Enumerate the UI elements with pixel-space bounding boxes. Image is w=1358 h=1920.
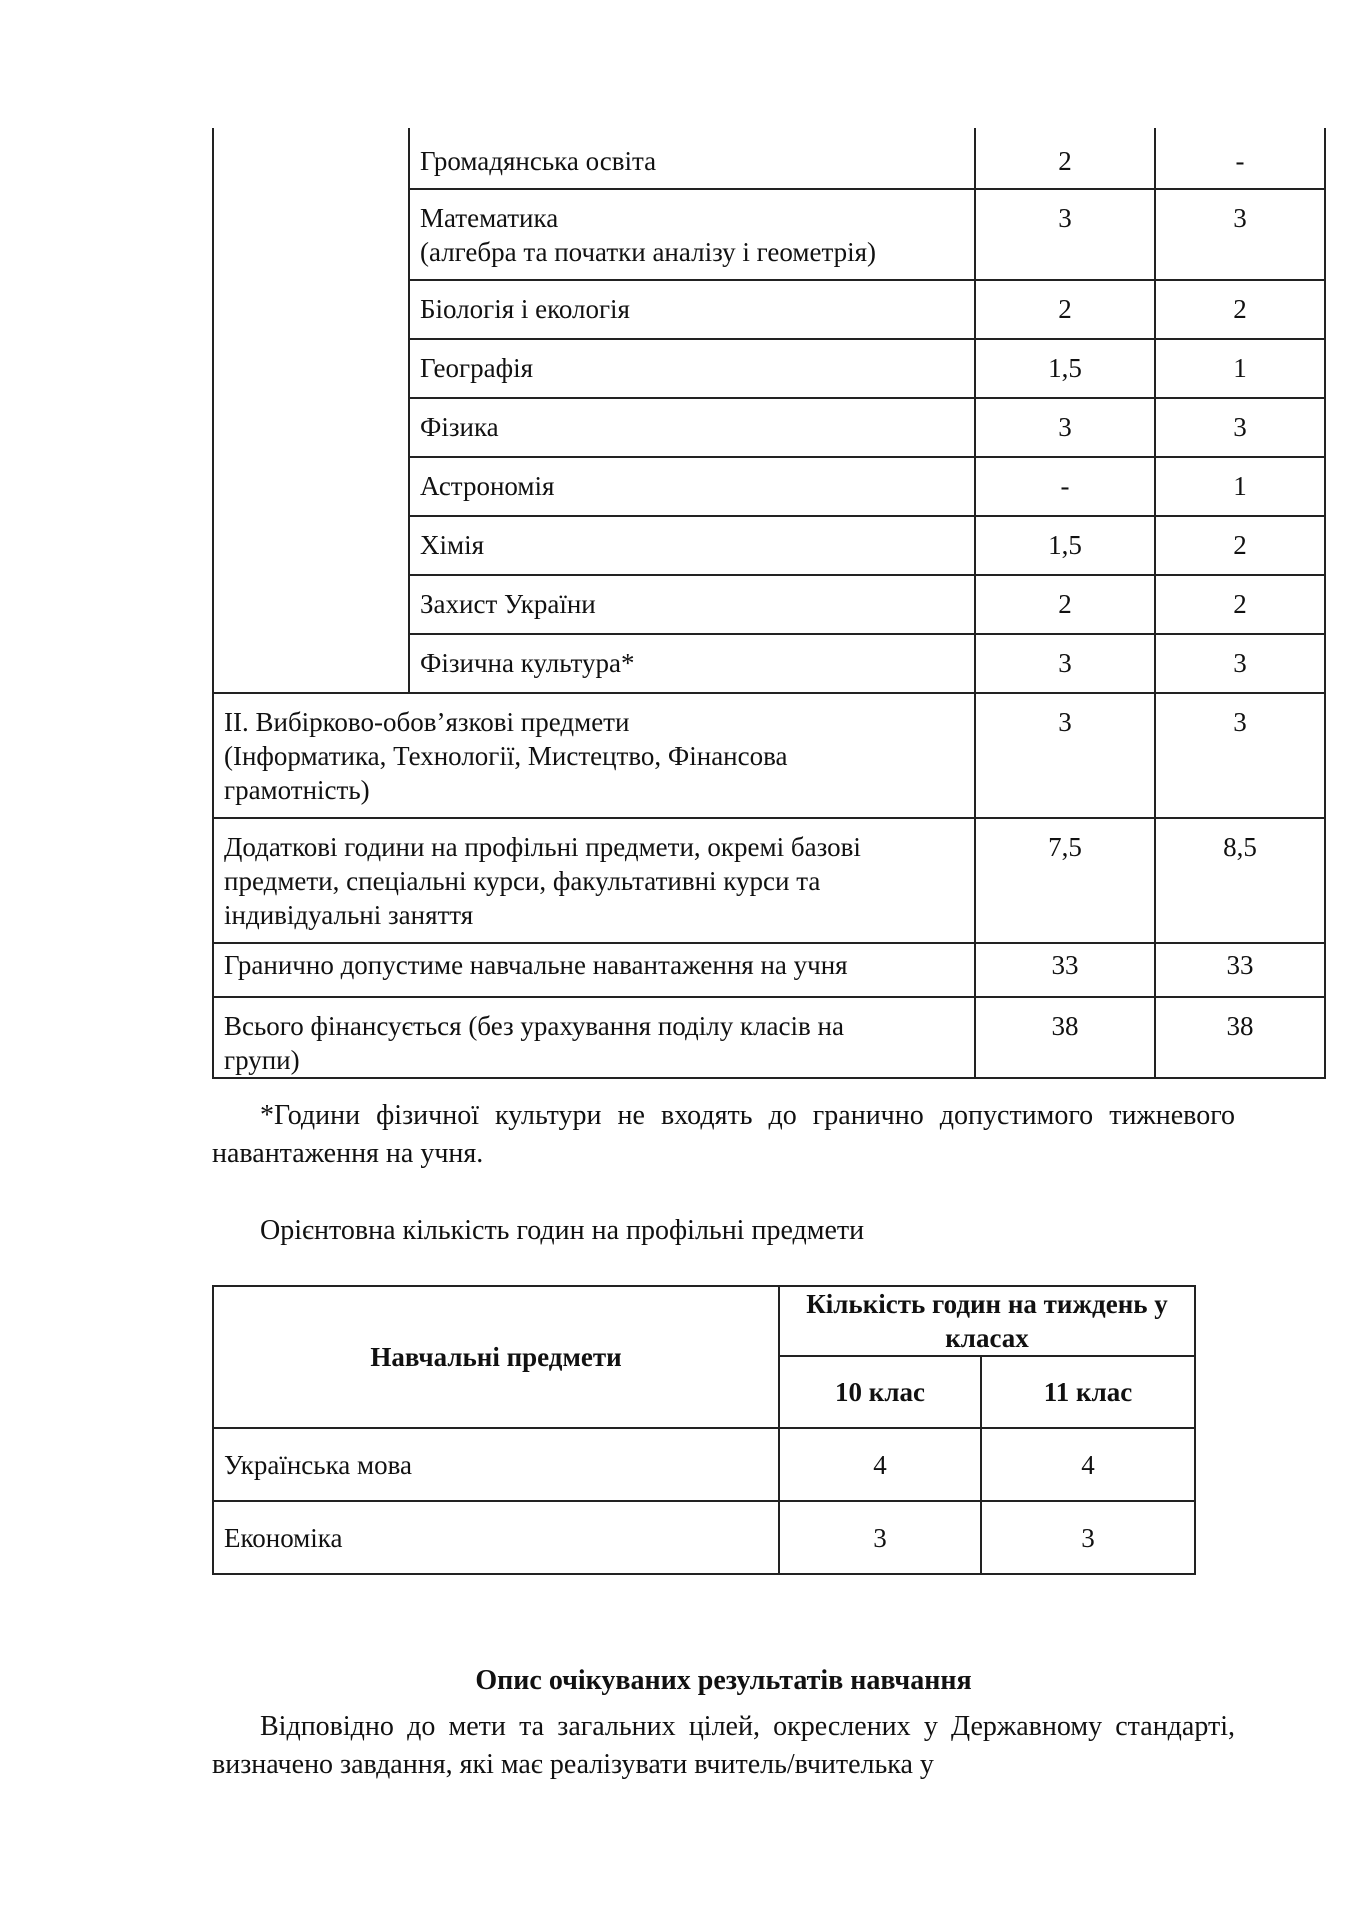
subject-cell: Хімія [409, 516, 975, 575]
footnote: *Години фізичної культури не входять до гранично допустимого тижневого навантаження на учня. [212, 1100, 1235, 1169]
column-header-grade10: 10 клас [779, 1356, 981, 1428]
grade11-hours: 3 [981, 1501, 1195, 1574]
elective-label [213, 693, 975, 818]
grade10-hours: 38 [975, 997, 1155, 1078]
subject-cell: Географія [409, 339, 975, 398]
table-row-total [213, 997, 1325, 1078]
grade10-hours: 3 [975, 693, 1155, 818]
elective-list: (Інформатика, Технології, Мистецтво, Фінансова грамотність) [224, 741, 788, 805]
subject-cell: Астрономія [409, 457, 975, 516]
grade11-hours: 3 [1155, 398, 1325, 457]
total-label: Всього фінансується (без урахування поділу класів на групи) [213, 997, 975, 1078]
grade10-hours: 1,5 [975, 516, 1155, 575]
grade11-hours: 4 [981, 1428, 1195, 1501]
grade11-hours: 8,5 [1155, 818, 1325, 943]
grade11-hours: - [1155, 128, 1325, 189]
grade11-hours: 3 [1155, 693, 1325, 818]
table2-caption: Орієнтовна кількість годин на профільні предмети [260, 1215, 865, 1246]
grade10-hours: 3 [975, 189, 1155, 280]
subject-cell: Економіка [213, 1501, 779, 1574]
subject-note: (алгебра та початки аналізу і геометрія) [420, 237, 876, 267]
limit-label: Гранично допустиме навчальне навантаження на учня [213, 943, 975, 997]
grade11-hours: 3 [1155, 634, 1325, 693]
grade11-hours: 1 [1155, 457, 1325, 516]
subject-cell: Громадянська освіта [409, 128, 975, 189]
grade10-hours: 4 [779, 1428, 981, 1501]
table-row-additional [213, 818, 1325, 943]
column-header-subjects: Навчальні предмети [213, 1286, 779, 1428]
subject-cell: Фізика [409, 398, 975, 457]
subject-cell: Фізична культура* [409, 634, 975, 693]
subject-cell: Захист України [409, 575, 975, 634]
column-header-hours: Кількість годин на тиждень у класах [779, 1286, 1195, 1356]
merged-category-cell [213, 128, 409, 693]
grade11-hours: 33 [1155, 943, 1325, 997]
section-heading: Опис очікуваних результатів навчання [475, 1665, 972, 1696]
grade10-hours: - [975, 457, 1155, 516]
subject-cell: Біологія і екологія [409, 280, 975, 339]
elective-title: ІІ. Вибірково-обов’язкові предмети [224, 707, 630, 737]
grade10-hours: 2 [975, 280, 1155, 339]
curriculum-table [212, 128, 1326, 1079]
subject-name: Математика [420, 203, 559, 233]
grade11-hours: 2 [1155, 575, 1325, 634]
grade11-hours: 3 [1155, 189, 1325, 280]
grade11-hours: 1 [1155, 339, 1325, 398]
table-row [213, 1501, 1195, 1574]
table-row [213, 1428, 1195, 1501]
grade10-hours: 1,5 [975, 339, 1155, 398]
grade10-hours: 2 [975, 575, 1155, 634]
grade10-hours: 2 [975, 128, 1155, 189]
column-header-grade11: 11 клас [981, 1356, 1195, 1428]
grade10-hours: 3 [975, 398, 1155, 457]
grade10-hours: 3 [975, 634, 1155, 693]
additional-label: Додаткові години на профільні предмети, окремі базові предмети, спеціальні курси, факультативні курси та індивідуальні заняття [213, 818, 975, 943]
grade10-hours: 3 [779, 1501, 981, 1574]
subject-cell: Українська мова [213, 1428, 779, 1501]
grade11-hours: 2 [1155, 280, 1325, 339]
subject-cell [409, 189, 975, 280]
grade10-hours: 7,5 [975, 818, 1155, 943]
table-row-limit [213, 943, 1325, 997]
grade11-hours: 38 [1155, 997, 1325, 1078]
table-row [213, 128, 1325, 189]
profile-hours-table [212, 1285, 1196, 1575]
table-header-row [213, 1286, 1195, 1356]
grade10-hours: 33 [975, 943, 1155, 997]
body-paragraph: Відповідно до мети та загальних цілей, окреслених у Державному стандарті, визначено завдання, які має реалізувати вчитель/вчителька у [212, 1711, 1235, 1780]
table-row-elective [213, 693, 1325, 818]
grade11-hours: 2 [1155, 516, 1325, 575]
